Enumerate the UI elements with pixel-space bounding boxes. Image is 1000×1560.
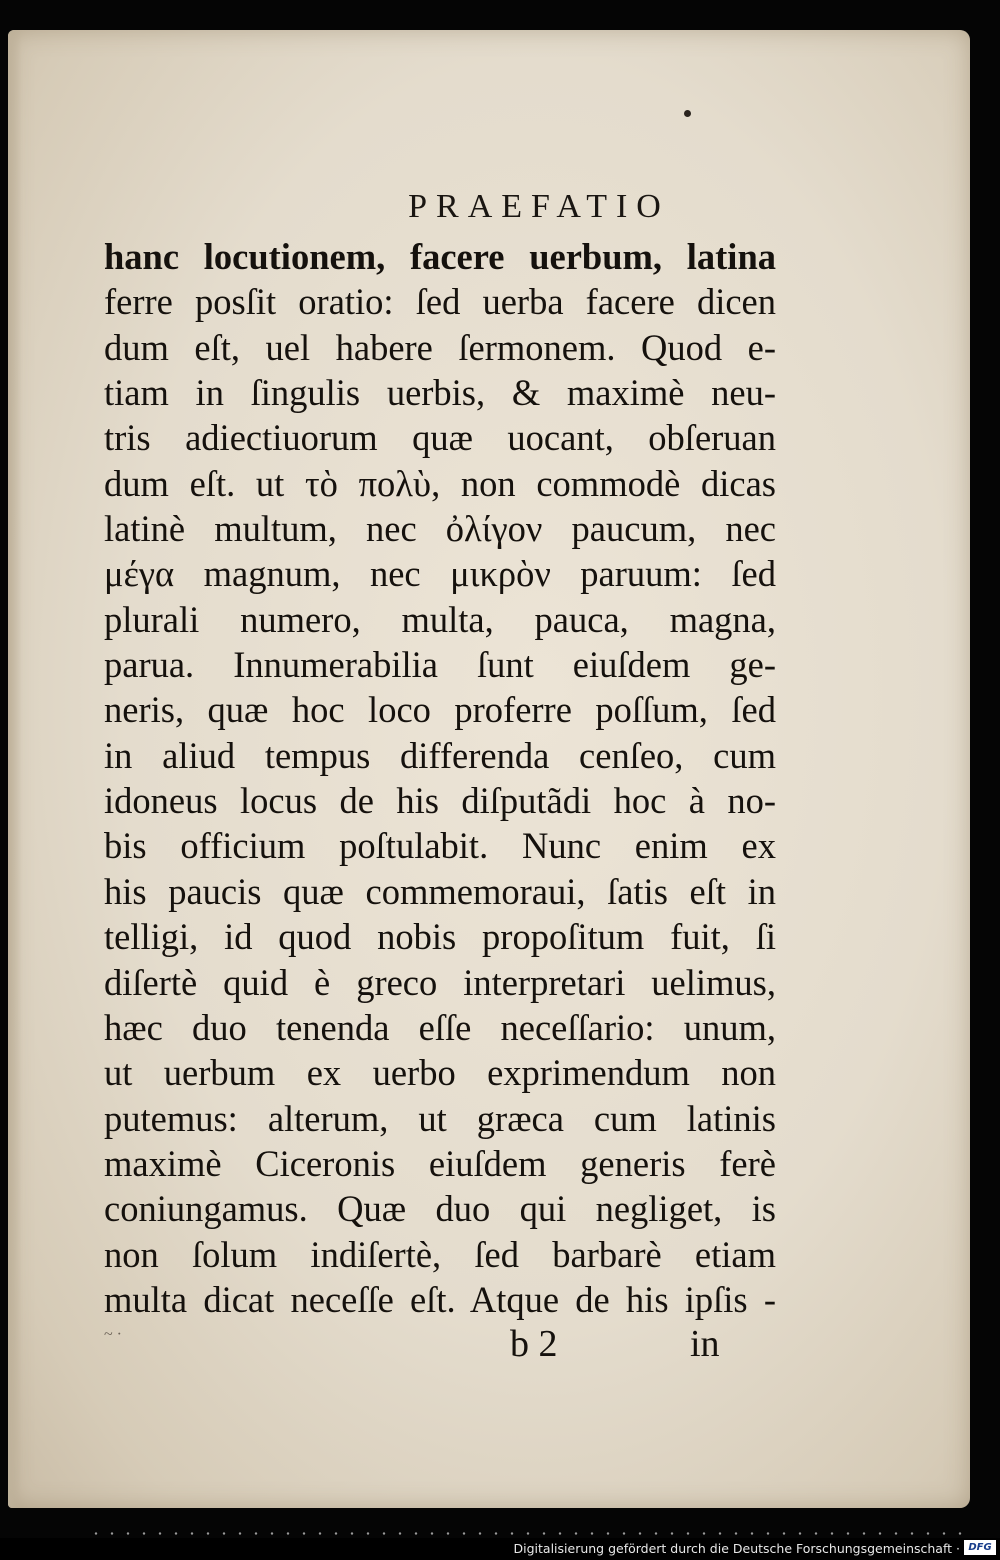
ink-smudge: ~ · [104, 1326, 122, 1343]
body-text [104, 234, 776, 1322]
text-line: plurali numero, multa, pauca, magna, [104, 598, 776, 640]
text-line: dum eſt, uel habere ſermonem. Quod e- [104, 326, 776, 368]
text-line: coniungamus. Quæ duo qui negliget, is [104, 1188, 776, 1230]
page-edge-shadow [8, 30, 22, 1508]
text-line: parua. Innumerabilia ſunt eiuſdem ge- [104, 644, 776, 686]
text-line: tris adiectiuorum quæ uocant, obſeruan [104, 417, 776, 459]
text-line: neris, quæ hoc loco proferre poſſum, ſed [104, 689, 776, 731]
text-line: latinè multum, nec ὀλίγον paucum, nec [104, 508, 776, 550]
text-line: in aliud tempus differenda cenſeo, cum [104, 734, 776, 776]
text-line: tiam in ſingulis uerbis, & maximè neu- [104, 372, 776, 414]
text-line: bis officium poſtulabit. Nunc enim ex [104, 825, 776, 867]
text-line: hanc locutionem, facere uerbum, latina [104, 236, 776, 277]
text-line: ut uerbum ex uerbo exprimendum non [104, 1052, 776, 1094]
text-line: putemus: alterum, ut græca cum latinis [104, 1097, 776, 1139]
text-line: idoneus locus de his diſputãdi hoc à no- [104, 780, 776, 822]
text-line: multa dicat neceſſe eſt. Atque de his ipſis - [104, 1278, 776, 1320]
text-line: non ſolum indiſertè, ſed barbarè etiam [104, 1233, 776, 1275]
signature-row [104, 1322, 764, 1372]
text-line: μέγα magnum, nec μικρὸν paruum: ſed [104, 553, 776, 595]
perforation-dots [88, 1532, 968, 1535]
text-line: telligi, id quod nobis propoſitum fuit, ſi [104, 916, 776, 958]
book-page [8, 30, 970, 1508]
signature-mark: b 2 [510, 1323, 558, 1365]
text-line: his paucis quæ commemoraui, ſatis eſt in [104, 870, 776, 912]
text-line: dum eſt. ut τὸ πολὺ, non commodè dicas [104, 462, 776, 504]
digitization-credit: Digitalisierung gefördert durch die Deutsche Forschungsgemeinschaft · [513, 1541, 960, 1556]
text-line: diſertè quid è greco interpretari uelimus, [104, 961, 776, 1003]
text-line: hæc duo tenenda eſſe neceſſario: unum, [104, 1006, 776, 1048]
running-head: PRAEFATIO [408, 188, 670, 225]
dfg-logo-icon: DFG [964, 1540, 996, 1555]
text-line: ferre posſit oratio: ſed uerba facere dicen [104, 281, 776, 323]
catchword: in [690, 1323, 720, 1365]
ink-dot [684, 110, 691, 117]
text-line: maximè Ciceronis eiuſdem generis ferè [104, 1142, 776, 1184]
